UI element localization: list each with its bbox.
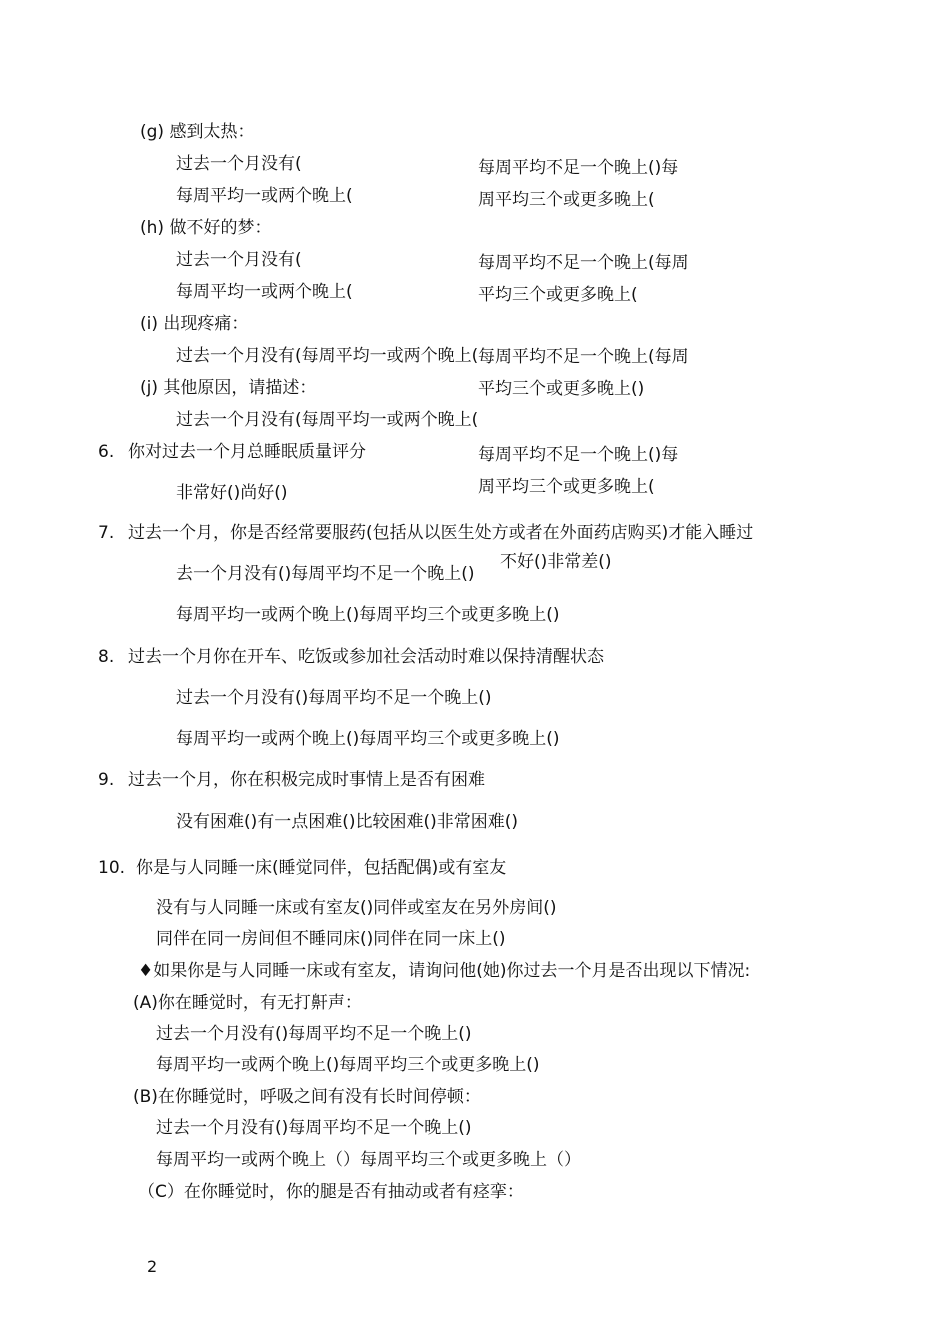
question-7-number: 7. — [98, 523, 115, 543]
item-j-label: (j) 其他原因，请描述： — [140, 378, 317, 398]
question-10-text: 你是与人同睡一床(睡觉同伴，包括配偶)或有室友 — [136, 858, 507, 878]
question-6-text: 你对过去一个月总睡眠质量评分 — [128, 442, 366, 462]
item-g-option-right-2: 周平均三个或更多晚上( — [478, 190, 655, 210]
question-7-text: 过去一个月，你是否经常要服药(包括从以医生处方或者在外面药店购买)才能入睡过 — [128, 523, 754, 543]
question-6-number: 6. — [98, 442, 115, 462]
question-8-line-1: 过去一个月没有()每周平均不足一个晚上() — [176, 688, 492, 708]
question-10-b-line-1: 过去一个月没有()每周平均不足一个晚上() — [156, 1118, 472, 1138]
item-i-option-right-1: 每周平均不足一个晚上(每周 — [478, 347, 689, 367]
question-10-c-label: （C）在你睡觉时，你的腿是否有抽动或者有痉挛： — [138, 1182, 524, 1202]
question-10-note: ♦如果你是与人同睡一床或有室友，请询问他(她)你过去一个月是否出现以下情况: — [138, 961, 751, 981]
item-i-label: (i) 出现疼痛： — [140, 314, 249, 334]
item-h-label: (h) 做不好的梦： — [140, 218, 272, 238]
question-10-b-label: (B)在你睡觉时，呼吸之间有没有长时间停顿： — [133, 1087, 481, 1107]
question-6-option-left-1: 非常好()尚好() — [176, 483, 288, 503]
question-8-text: 过去一个月你在开车、吃饭或参加社会活动时难以保持清醒状态 — [128, 647, 604, 667]
question-7-overlay-text: 不好()非常差() — [500, 552, 612, 572]
item-i-option-left-1: 过去一个月没有(每周平均一或两个晚上( — [176, 346, 479, 366]
item-h-option-right-1: 每周平均不足一个晚上(每周 — [478, 253, 689, 273]
question-10-b-line-2: 每周平均一或两个晚上（）每周平均三个或更多晚上（） — [156, 1150, 581, 1170]
question-7-line-1: 去一个月没有()每周平均不足一个晚上() — [176, 564, 475, 584]
item-h-option-left-1: 过去一个月没有( — [176, 250, 302, 270]
question-6-option-right-2: 周平均三个或更多晚上( — [478, 477, 655, 497]
question-9-number: 9. — [98, 770, 115, 790]
question-8-number: 8. — [98, 647, 115, 667]
item-g-label: (g) 感到太热： — [140, 122, 255, 142]
question-10-a-line-1: 过去一个月没有()每周平均不足一个晚上() — [156, 1024, 472, 1044]
question-10-line-2: 同伴在同一房间但不睡同床()同伴在同一床上() — [156, 929, 506, 949]
question-9-text: 过去一个月，你在积极完成时事情上是否有困难 — [128, 770, 485, 790]
item-j-option-left-1: 过去一个月没有(每周平均一或两个晚上( — [176, 410, 479, 430]
question-10-number: 10. — [98, 858, 126, 878]
item-j-option-right-1: 平均三个或更多晚上() — [478, 379, 645, 399]
question-10-a-line-2: 每周平均一或两个晚上()每周平均三个或更多晚上() — [156, 1055, 540, 1075]
question-10-line-1: 没有与人同睡一床或有室友()同伴或室友在另外房间() — [156, 898, 557, 918]
question-9-line-1: 没有困难()有一点困难()比较困难()非常困难() — [176, 812, 519, 832]
item-g-option-left-2: 每周平均一或两个晚上( — [176, 186, 353, 206]
item-g-option-right-1: 每周平均不足一个晚上()每 — [478, 158, 679, 178]
question-8-line-2: 每周平均一或两个晚上()每周平均三个或更多晚上() — [176, 729, 560, 749]
item-g-option-left-1: 过去一个月没有( — [176, 154, 302, 174]
question-7-line-2: 每周平均一或两个晚上()每周平均三个或更多晚上() — [176, 605, 560, 625]
page-number: 2 — [147, 1257, 158, 1276]
item-h-option-right-2: 平均三个或更多晚上( — [478, 285, 638, 305]
item-h-option-left-2: 每周平均一或两个晚上( — [176, 282, 353, 302]
question-6-option-right-1: 每周平均不足一个晚上()每 — [478, 445, 679, 465]
question-10-a-label: (A)你在睡觉时，有无打鼾声： — [133, 993, 362, 1013]
